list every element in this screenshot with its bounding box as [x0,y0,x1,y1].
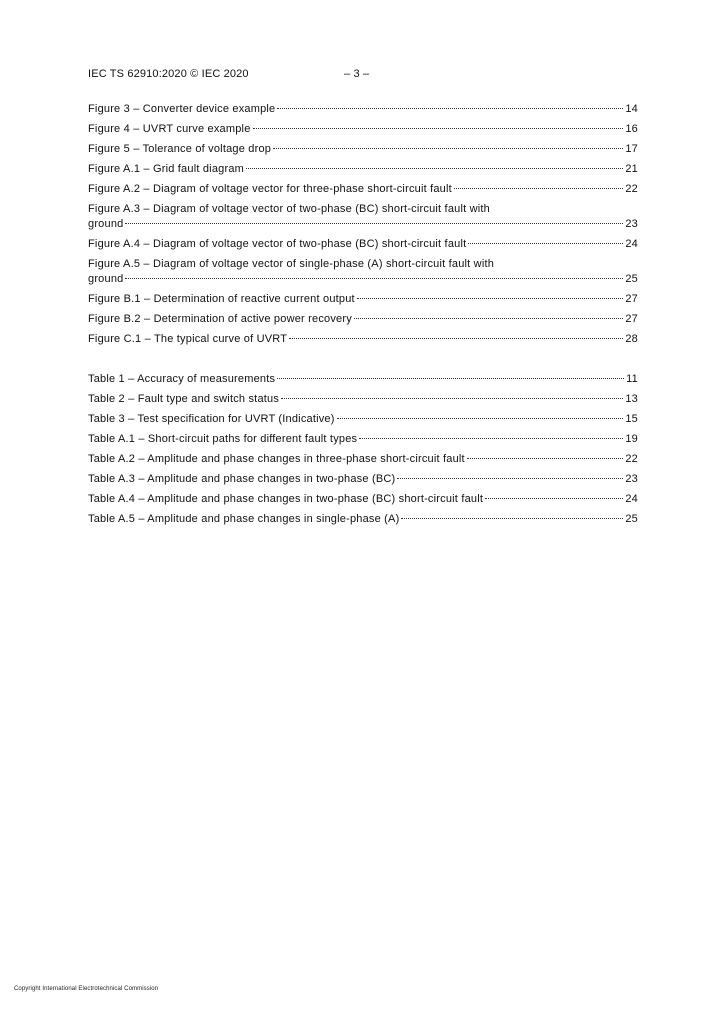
toc-entry-table-a1[interactable] [88,432,638,447]
toc-entry-page: 25 [625,273,638,285]
toc-entry-figure-a2[interactable] [88,182,638,197]
toc-entry-figure-a4[interactable] [88,237,638,252]
toc-entry-table-a2[interactable] [88,452,638,467]
toc-entry-figure-4[interactable] [88,122,638,137]
leader-dots [337,418,624,419]
toc-entry-title-continued: ground [88,218,124,230]
page-header [88,68,636,84]
toc-entry-figure-a1[interactable] [88,162,638,177]
toc-entry-page: 27 [625,313,638,325]
leader-dots [277,378,624,379]
toc-entry-table-2[interactable] [88,392,638,407]
toc-entry-page: 28 [625,333,638,345]
toc-entry-table-a4[interactable] [88,492,638,507]
leader-dots [246,168,623,169]
toc-entry-page: 11 [626,373,638,385]
toc-entry-figure-b1[interactable] [88,292,638,307]
toc-entry-title-continued: ground [88,273,124,285]
document-identifier: IEC TS 62910:2020 © IEC 2020 [88,68,249,80]
toc-entry-page: 24 [625,238,638,250]
toc-entry-title: Figure A.5 – Diagram of voltage vector of single-phase (A) short-circuit fault with [88,258,495,270]
toc-entry-title: Table A.3 – Amplitude and phase changes in two-phase (BC) [88,473,396,485]
toc-entry-page: 24 [625,493,638,505]
toc-entry-figure-c1[interactable] [88,332,638,347]
leader-dots [289,338,623,339]
toc-entry-page: 13 [625,393,638,405]
toc-entry-table-a5[interactable] [88,512,638,527]
toc-entry-title: Table A.5 – Amplitude and phase changes in single-phase (A) [88,513,400,525]
list-of-tables [88,372,638,532]
toc-entry-title: Table A.1 – Short-circuit paths for different fault types [88,433,358,445]
leader-dots [357,298,624,299]
toc-entry-title: Table 3 – Test specification for UVRT (Indicative) [88,413,335,425]
toc-entry-continuation [88,272,638,287]
toc-entry-table-1[interactable] [88,372,638,387]
toc-entry-title: Table 2 – Fault type and switch status [88,393,280,405]
toc-entry-title: Figure 4 – UVRT curve example [88,123,251,135]
list-of-figures [88,102,638,352]
toc-entry-page: 16 [625,123,638,135]
toc-entry-title: Figure 3 – Converter device example [88,103,276,115]
toc-entry-continuation [88,217,638,232]
leader-dots [397,478,623,479]
leader-dots [454,188,623,189]
toc-entry-page: 15 [625,413,638,425]
leader-dots [273,148,623,149]
toc-entry-title: Figure A.1 – Grid fault diagram [88,163,244,175]
toc-entry-figure-3[interactable] [88,102,638,117]
toc-entry-title: Figure B.1 – Determination of reactive current output [88,293,355,305]
toc-entry-table-a3[interactable] [88,472,638,487]
toc-entry-page: 25 [625,513,638,525]
toc-entry-page: 27 [625,293,638,305]
leader-dots [401,518,623,519]
toc-entry-figure-a5[interactable] [88,257,638,287]
leader-dots [467,458,624,459]
toc-entry-title: Figure B.2 – Determination of active power recovery [88,313,352,325]
toc-entry-title: Figure 5 – Tolerance of voltage drop [88,143,272,155]
copyright-notice: Copyright International Electrotechnical Commission [14,986,159,992]
toc-entry-page: 21 [625,163,638,175]
toc-entry-title: Table A.2 – Amplitude and phase changes in three-phase short-circuit fault [88,453,465,465]
toc-entry-figure-5[interactable] [88,142,638,157]
toc-entry-page: 23 [625,473,638,485]
toc-entry-title: Figure A.4 – Diagram of voltage vector of two-phase (BC) short-circuit fault [88,238,467,250]
toc-entry-page: 14 [625,103,638,115]
toc-entry-figure-a3[interactable] [88,202,638,232]
toc-entry-title: Table A.4 – Amplitude and phase changes in two-phase (BC) short-circuit fault [88,493,484,505]
toc-entry-title: Table 1 – Accuracy of measurements [88,373,276,385]
toc-entry-figure-b2[interactable] [88,312,638,327]
leader-dots [277,108,623,109]
leader-dots [359,438,623,439]
leader-dots [468,243,623,244]
leader-dots [125,223,623,224]
toc-entry-table-3[interactable] [88,412,638,427]
toc-entry-title: Figure C.1 – The typical curve of UVRT [88,333,288,345]
toc-entry-page: 22 [625,183,638,195]
toc-entry-page: 23 [625,218,638,230]
toc-entry-page: 22 [625,453,638,465]
toc-entry-title: Figure A.3 – Diagram of voltage vector of two-phase (BC) short-circuit fault with [88,203,490,215]
leader-dots [354,318,623,319]
leader-dots [281,398,623,399]
toc-entry-page: 17 [625,143,638,155]
leader-dots [485,498,623,499]
toc-entry-title: Figure A.2 – Diagram of voltage vector for three-phase short-circuit fault [88,183,452,195]
page-number: – 3 – [344,68,370,80]
leader-dots [125,278,623,279]
leader-dots [253,128,624,129]
toc-entry-page: 19 [625,433,638,445]
